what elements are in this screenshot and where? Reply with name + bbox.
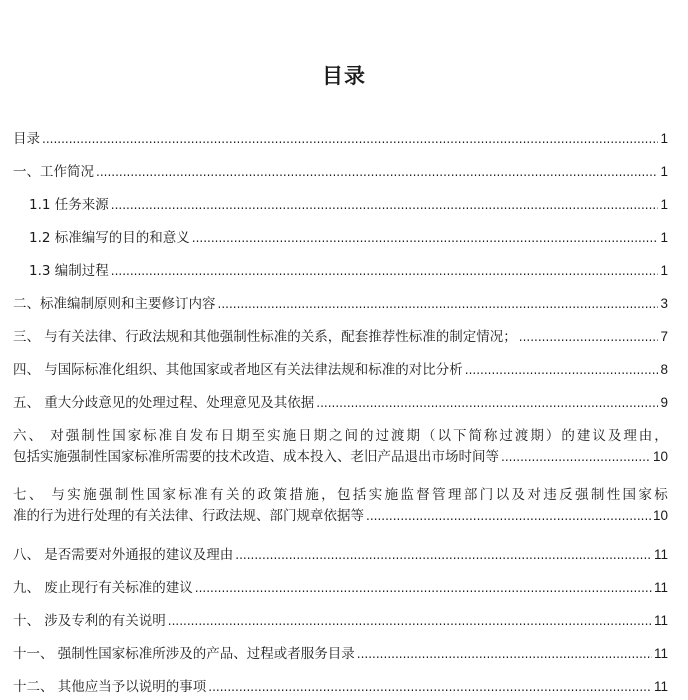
toc-page-number: 7: [660, 329, 668, 344]
toc-entry-text: 目录: [13, 131, 40, 147]
toc-page-number: 11: [653, 547, 668, 562]
toc-leader-dots: [366, 506, 651, 526]
toc-entry-text: 十一、 强制性国家标准所涉及的产品、过程或者服务目录: [13, 646, 355, 662]
toc-entry-text: 二、标准编制原则和主要修订内容: [13, 296, 216, 312]
toc-entry-8[interactable]: [13, 545, 668, 565]
toc-entry-text-line-1: 七、 与实施强制性国家标准有关的政策措施，包括实施监督管理部门以及对违反强制性国家标: [13, 487, 668, 503]
toc-page-number: 11: [653, 679, 668, 694]
toc-leader-dots: [357, 644, 652, 664]
toc-entry-text-line-1: 六、 对强制性国家标准自发布日期至实施日期之间的过渡期（以下简称过渡期）的建议及理由，: [13, 428, 668, 444]
toc-leader-dots: [42, 129, 658, 149]
toc-leader-dots: [192, 228, 659, 248]
toc-entry-text: 十二、 其他应当予以说明的事项: [13, 679, 207, 695]
toc-entry-12[interactable]: [13, 677, 668, 697]
toc-entry-9[interactable]: [13, 578, 668, 598]
toc-entry-text: 1.1 任务来源: [29, 197, 109, 213]
toc-entry-7[interactable]: [13, 484, 668, 526]
toc-page-number: 9: [660, 395, 668, 410]
toc-leader-dots: [96, 162, 658, 182]
toc-entry-text: 一、工作简况: [13, 164, 94, 180]
toc-entry-11[interactable]: [13, 644, 668, 664]
toc-leader-dots: [316, 393, 658, 413]
toc-entry-1-1[interactable]: [29, 195, 668, 215]
toc-leader-dots: [168, 611, 652, 631]
toc-leader-dots: [208, 677, 652, 697]
toc-entry-text: 四、 与国际标准化组织、其他国家或者地区有关法律法规和标准的对比分析: [13, 362, 463, 378]
toc-page-number: 3: [660, 296, 668, 311]
toc-entry-text: 九、 废止现行有关标准的建议: [13, 580, 193, 596]
toc-entry-5[interactable]: [13, 393, 668, 413]
toc-leader-dots: [235, 545, 652, 565]
toc-page-number: 1: [660, 197, 668, 212]
toc-entry-1-3[interactable]: [29, 261, 668, 281]
toc-page-number: 10: [652, 508, 668, 523]
toc-entry-1[interactable]: [13, 162, 668, 182]
toc-page-number: 11: [653, 580, 668, 595]
toc-entry-text: 五、 重大分歧意见的处理过程、处理意见及其依据: [13, 395, 315, 411]
toc-leader-dots: [519, 327, 659, 347]
toc-entry-text: 1.2 标准编写的目的和意义: [29, 230, 190, 246]
toc-entry-text-line-2: 准的行为进行处理的有关法律、行政法规、部门规章依据等: [13, 508, 364, 524]
toc-leader-dots: [111, 195, 659, 215]
toc-leader-dots: [218, 294, 659, 314]
toc-page-number: 11: [653, 646, 668, 661]
toc-page-number: 1: [660, 230, 668, 245]
toc-page-number: 1: [660, 263, 668, 278]
toc-leader-dots: [465, 360, 659, 380]
toc-entry-text: 三、 与有关法律、行政法规和其他强制性标准的关系，配套推荐性标准的制定情况；: [13, 329, 517, 345]
toc-page-number: 1: [660, 131, 668, 146]
toc-leader-dots: [195, 578, 652, 598]
toc-page-number: 1: [660, 164, 668, 179]
toc-entry-text: 十、 涉及专利的有关说明: [13, 613, 166, 629]
toc-entry-text: 八、 是否需要对外通报的建议及理由: [13, 547, 234, 563]
toc-entry-text: 1.3 编制过程: [29, 263, 109, 279]
toc-page-number: 10: [652, 449, 668, 464]
toc-entry-3[interactable]: [13, 327, 668, 347]
toc-page-number: 11: [653, 613, 668, 628]
toc-entry-text-line-2: 包括实施强制性国家标准所需要的技术改造、成本投入、老旧产品退出市场时间等: [13, 449, 499, 465]
page-title: 目录: [322, 64, 366, 88]
toc-entry-4[interactable]: [13, 360, 668, 380]
toc-entry-contents[interactable]: [13, 129, 668, 149]
toc-page-number: 8: [660, 362, 668, 377]
toc-entry-2[interactable]: [13, 294, 668, 314]
toc-entry-10[interactable]: [13, 611, 668, 631]
toc-leader-dots: [501, 447, 651, 467]
toc-entry-6[interactable]: [13, 425, 668, 467]
toc-leader-dots: [111, 261, 659, 281]
toc-entry-1-2[interactable]: [29, 228, 668, 248]
